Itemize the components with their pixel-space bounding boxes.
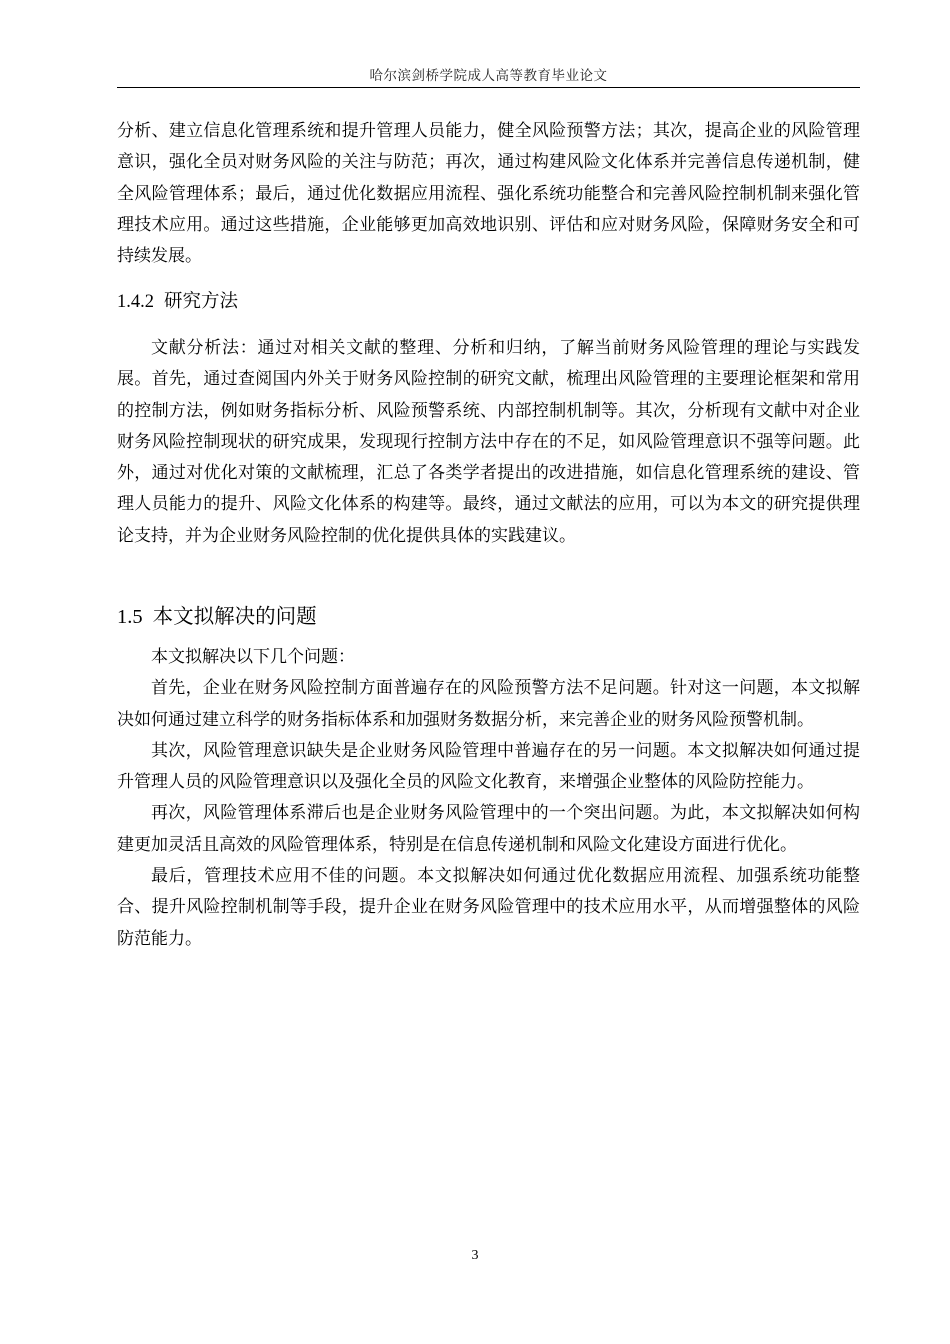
- section-1-5-body: [117, 642, 860, 955]
- section-number: 1.5: [117, 606, 143, 628]
- method-paragraph: 文献分析法：通过对相关文献的整理、分析和归纳，了解当前财务风险管理的理论与实践发展。首先，通过查阅国内外关于财务风险控制的研究文献，梳理出风险管理的主要理论框架和常用的控制方法，例如财务指标分析、风险预警系统、内部控制机制等。其次，分析现有文献中对企业财务风险控制现状的研究成果，发现现行控制方法中存在的不足，如风险管理意识不强等问题。此外，通过对优化对策的文献梳理，汇总了各类学者提出的改进措施，如信息化管理系统的建设、管理人员能力的提升、风险文化体系的构建等。最终，通过文献法的应用，可以为本文的研究提供理论支持，并为企业财务风险控制的优化提供具体的实践建议。: [117, 338, 860, 546]
- section-title: 本文拟解决的问题: [152, 604, 317, 628]
- intro-paragraph: 分析、建立信息化管理系统和提升管理人员能力，健全风险预警方法；其次，提高企业的风险管理意识，强化全员对财务风险的关注与防范；再次，通过构建风险文化体系并完善信息传递机制，健全风险管理体系；最后，通过优化数据应用流程、强化系统功能整合和完善风险控制机制来强化管理技术应用。通过这些措施，企业能够更加高效地识别、评估和应对财务风险，保障财务安全和可持续发展。: [117, 121, 860, 267]
- problem-fourth: 最后，管理技术应用不佳的问题。本文拟解决如何通过优化数据应用流程、加强系统功能整合、提升风险控制机制等手段，提升企业在财务风险管理中的技术应用水平，从而增强整体的风险防范能力。: [117, 866, 860, 949]
- header-rule: [117, 87, 860, 88]
- section-1-5-heading: [117, 601, 860, 632]
- section-number: 1.4.2: [117, 292, 154, 312]
- section-title: 研究方法: [164, 291, 239, 312]
- section-1-4-2-body: [117, 333, 860, 552]
- page-number: 3: [471, 1248, 479, 1263]
- running-header: 哈尔滨剑桥学院成人高等教育毕业论文: [369, 68, 608, 84]
- problem-first: 首先，企业在财务风险控制方面普遍存在的风险预警方法不足问题。针对这一问题，本文拟解决如何通过建立科学的财务指标体系和加强财务数据分析，来完善企业的财务风险预警机制。: [117, 678, 860, 730]
- problem-third: 再次，风险管理体系滞后也是企业财务风险管理中的一个突出问题。为此，本文拟解决如何构建更加灵活且高效的风险管理体系，特别是在信息传递机制和风险文化建设方面进行优化。: [117, 803, 860, 855]
- problem-intro: 本文拟解决以下几个问题：: [151, 647, 355, 667]
- problem-second: 其次，风险管理意识缺失是企业财务风险管理中普遍存在的另一问题。本文拟解决如何通过提升管理人员的风险管理意识以及强化全员的风险文化教育，来增强企业整体的风险防控能力。: [117, 740, 860, 793]
- intro-block: [117, 116, 860, 272]
- section-1-4-2-heading: [117, 287, 860, 317]
